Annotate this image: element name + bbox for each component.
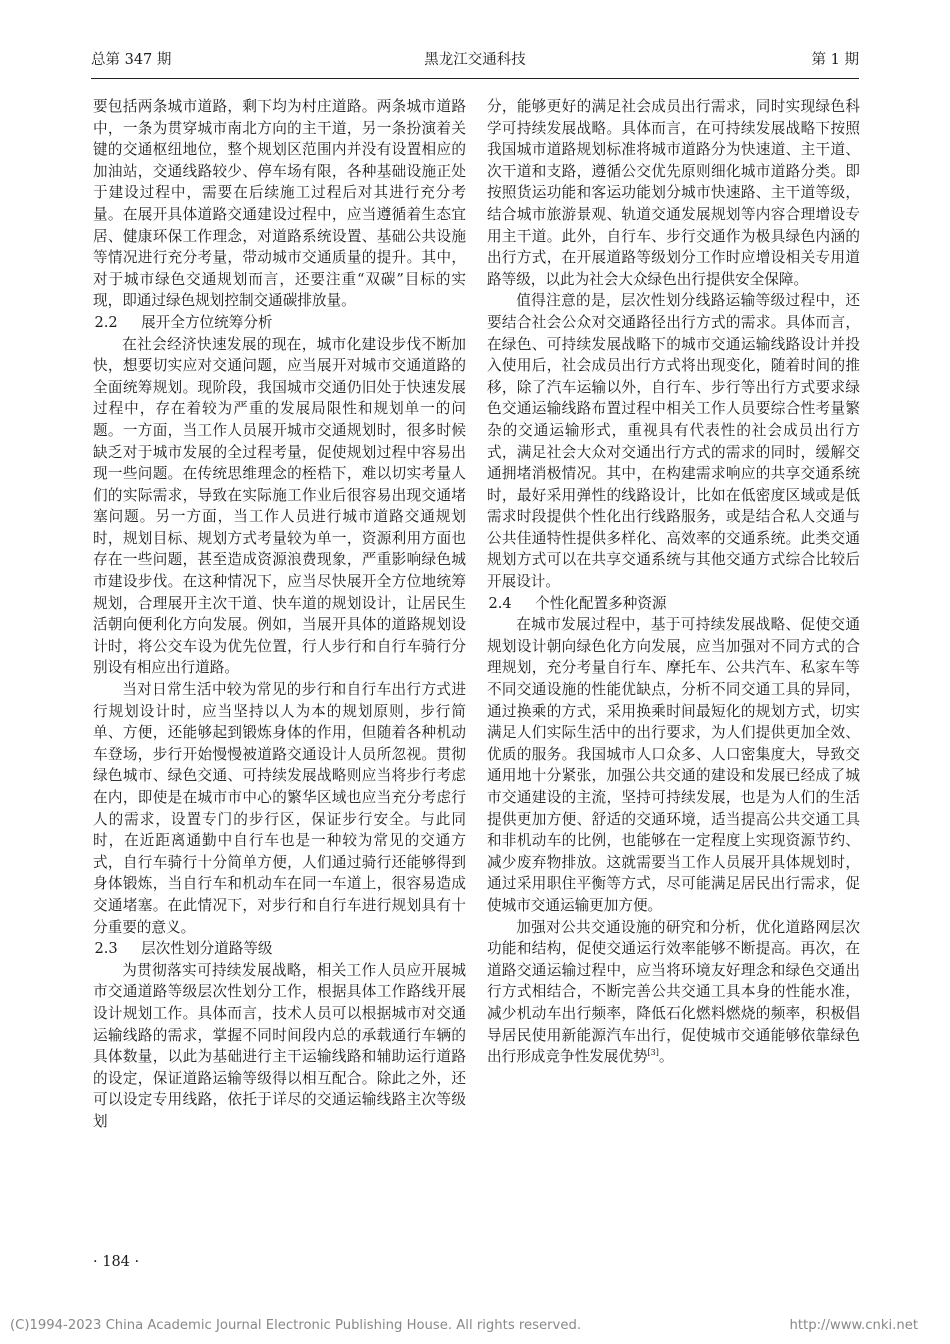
right-column — [487, 96, 860, 1068]
paragraph: 值得注意的是，层次性划分线路运输等级过程中，还要结合社会公众对交通路径出行方式的需求。具体而言，在绿色、可持续发展战略下的城市交通运输线路设计并投入使用后，社会成员出行方式将出现变化，随着时间的推移，除了汽车运输以外，自行车、步行等出行方式要求绿色交通运输线路布置过程中相关工作人员要综合性考量繁杂的交通运输形式，重视具有代表性的社会成员出行方式，满足社会大众对交通出行方式的需求的同时，缓解交通拥堵消极情况。其中，在构建需求响应的共享交通系统时，最好采用弹性的线路设计，比如在低密度区域或是低需求时段提供个性化出行线路服务，或是结合私人交通与公共佳通特性提供多样化、高效率的交通系统。此类交通规划方式可以在共享交通系统与其他交通方式综合比较后开展设计。 — [487, 292, 860, 591]
citation-marker[interactable]: [3] — [647, 1048, 659, 1058]
cnki-url[interactable]: http://www.cnki.net — [789, 1318, 918, 1333]
header-rule — [91, 78, 859, 79]
paragraph: 在城市发展过程中，基于可持续发展战略、促使交通规划设计朝向绿色化方向发展，应当加强对不同方式的合理规划，充分考量自行车、摩托车、公共汽车、私家车等不同交通设施的性能优缺点，分析不同交通工具的异同，通过换乘的方式，采用换乘时间最短化的规划方式，切实满足人们实际生活中的出行要求，为人们提供更加全效、优质的服务。我国城市人口众多、人口密集度大，导致交通用地十分紧张，加强公共交通的建设和发展已经成了城市交通建设的主流，坚持可持续发展，也是为人们的生活提供更加方便、舒适的交通环境，适当提高公共交通工具和非机动车的比例，也能够在一定程度上实现资源节约、减少废弃物排放。这就需要当工作人员展开具体规划时，通过采用职住平衡等方式，尽可能满足居民出行需求，促使城市交通运输更加方便。 — [487, 616, 860, 914]
section-title: 展开全方位统筹分析 — [141, 313, 273, 331]
running-header — [91, 48, 859, 72]
paragraph: 当对日常生活中较为常见的步行和自行车出行方式进行规划设计时，应当坚持以人为本的规划原则，步行简单、方便，还能够起到锻炼身体的作用，但随着各种机动车登场，步行开始慢慢被道路交通设计人员所忽视。贯彻绿色城市、绿色交通、可持续发展战略则应当将步行考虑在内，即使是在城市市中心的繁华区域也应当充分考虑行人的需求，设置专门的步行区，保证步行安全。与此同时，在近距离通勤中自行车也是一种较为常见的交通方式，自行车骑行十分简单方便，人们通过骑行还能够得到身体锻炼，当自行车和机动车在同一车道上，很容易造成交通堵塞。在此情况下，对步行和自行车进行规划具有十分重要的意义。 — [93, 681, 466, 936]
paragraph-end: 。 — [658, 1048, 674, 1066]
paragraph-text: 加强对公共交通设施的研究和分析，优化道路网层次功能和结构，促使交通运行效率能够不断提高。再次，在道路交通运输过程中，应当将环境友好理念和绿色交通出行方式相结合，不断完善公共交通工具本身的性能水准，减少机动车出行频率，降低石化燃料燃烧的频率，积极倡导居民使用新能源汽车出行，促使城市交通能够依靠绿色出行形成竞争性发展优势 — [487, 918, 860, 1066]
paragraph: 分，能够更好的满足社会成员出行需求，同时实现绿色科学可持续发展战略。具体而言，在可持续发展战略下按照我国城市道路规划标准将城市道路分为快速道、主干道、次干道和支路，遵循公交优先原则细化城市道路分类。即按照货运功能和客运功能划分城市快速路、主干道等级，结合城市旅游景观、轨道交通发展规划等内容合理增设专用主干道。此外，自行车、步行交通作为极具绿色内涵的出行方式，在开展道路等级划分工作时应增设相关专用道路等级，以此为社会大众绿色出行提供安全保障。 — [487, 98, 860, 288]
section-heading-2-4 — [487, 593, 860, 615]
journal-title: 黑龙江交通科技 — [424, 52, 526, 68]
paragraph: 为贯彻落实可持续发展战略，相关工作人员应开展城市交通道路等级层次性划分工作，根据具体工作路线开展设计规划工作。具体而言，技术人员可以根据城市对交通运输线路的需求，掌握不同时间段内总的承载通行车辆的具体数量，以此为基础进行主干运输线路和辅助运行道路的设定，保证道路运输等级得以相互配合。除此之外，还可以设定专用线路，依托于详尽的交通运输线路主次等级划 — [93, 961, 466, 1130]
section-number: 2.3 — [94, 940, 118, 958]
paragraph: 要包括两条城市道路，剩下均为村庄道路。两条城市道路中，一条为贯穿城市南北方向的主干道，另一条扮演着关键的交通枢纽地位，整个规划区范围内并没有设置相应的加油站，交通线路较少、停车场有限，各种基础设施正处于建设过程中，需要在后续施工过程后对其进行充分考量。在展开具体道路交通建设过程中，应当遵循着生态宜居、健康环保工作理念，对道路系统设置、基础公共设施等情况进行充分考量，带动城市交通质量的提升。其中，对于城市绿色交通规划而言，还要注重“双碳”目标的实现，即通过绿色规划控制交通碳排放量。 — [93, 98, 466, 310]
section-title: 层次性划分道路等级 — [141, 940, 273, 958]
paragraph: 在社会经济快速发展的现在，城市化建设步伐不断加快，想要切实应对交通问题，应当展开对城市交通道路的全面统筹规划。现阶段，我国城市交通仍旧处于快速发展过程中，存在着较为严重的发展局限性和规划单一的问题。一方面，当工作人员展开城市交通规划时，很多时候缺乏对于城市发展的全过程考量，促使规划过程中容易出现一些问题。在传统思维理念的桎梏下，难以切实考量人们的实际需求，导致在实际施工作业后很容易出现交通堵塞问题。另一方面，当工作人员进行城市道路交通规划时，规划目标、规划方式考量较为单一，资源利用方面也存在一些问题，甚至造成资源浪费现象，严重影响绿色城市建设步伐。在这种情况下，应当尽快展开全方位地统筹规划，合理展开主次干道、快车道的规划设计，让居民生活朝向便利化方向发展。例如，当展开具体的道路规划设计时，将公交车设为优先位置，行人步行和自行车骑行分别设有相应出行道路。 — [93, 335, 466, 677]
paragraph — [487, 917, 860, 1068]
section-number: 2.4 — [488, 594, 512, 612]
section-heading-2-2 — [93, 312, 466, 334]
section-title: 个性化配置多种资源 — [535, 594, 667, 612]
issue-number: 第 1 期 — [811, 52, 859, 68]
copyright-notice: (C)1994-2023 China Academic Journal Electronic Publishing House. All rights reserved. — [10, 1318, 582, 1333]
section-heading-2-3 — [93, 938, 466, 960]
section-number: 2.2 — [94, 313, 118, 331]
left-column — [93, 96, 466, 1133]
issue-total-number: 总第 347 期 — [91, 52, 172, 68]
page-number: · 184 · — [93, 1254, 140, 1270]
